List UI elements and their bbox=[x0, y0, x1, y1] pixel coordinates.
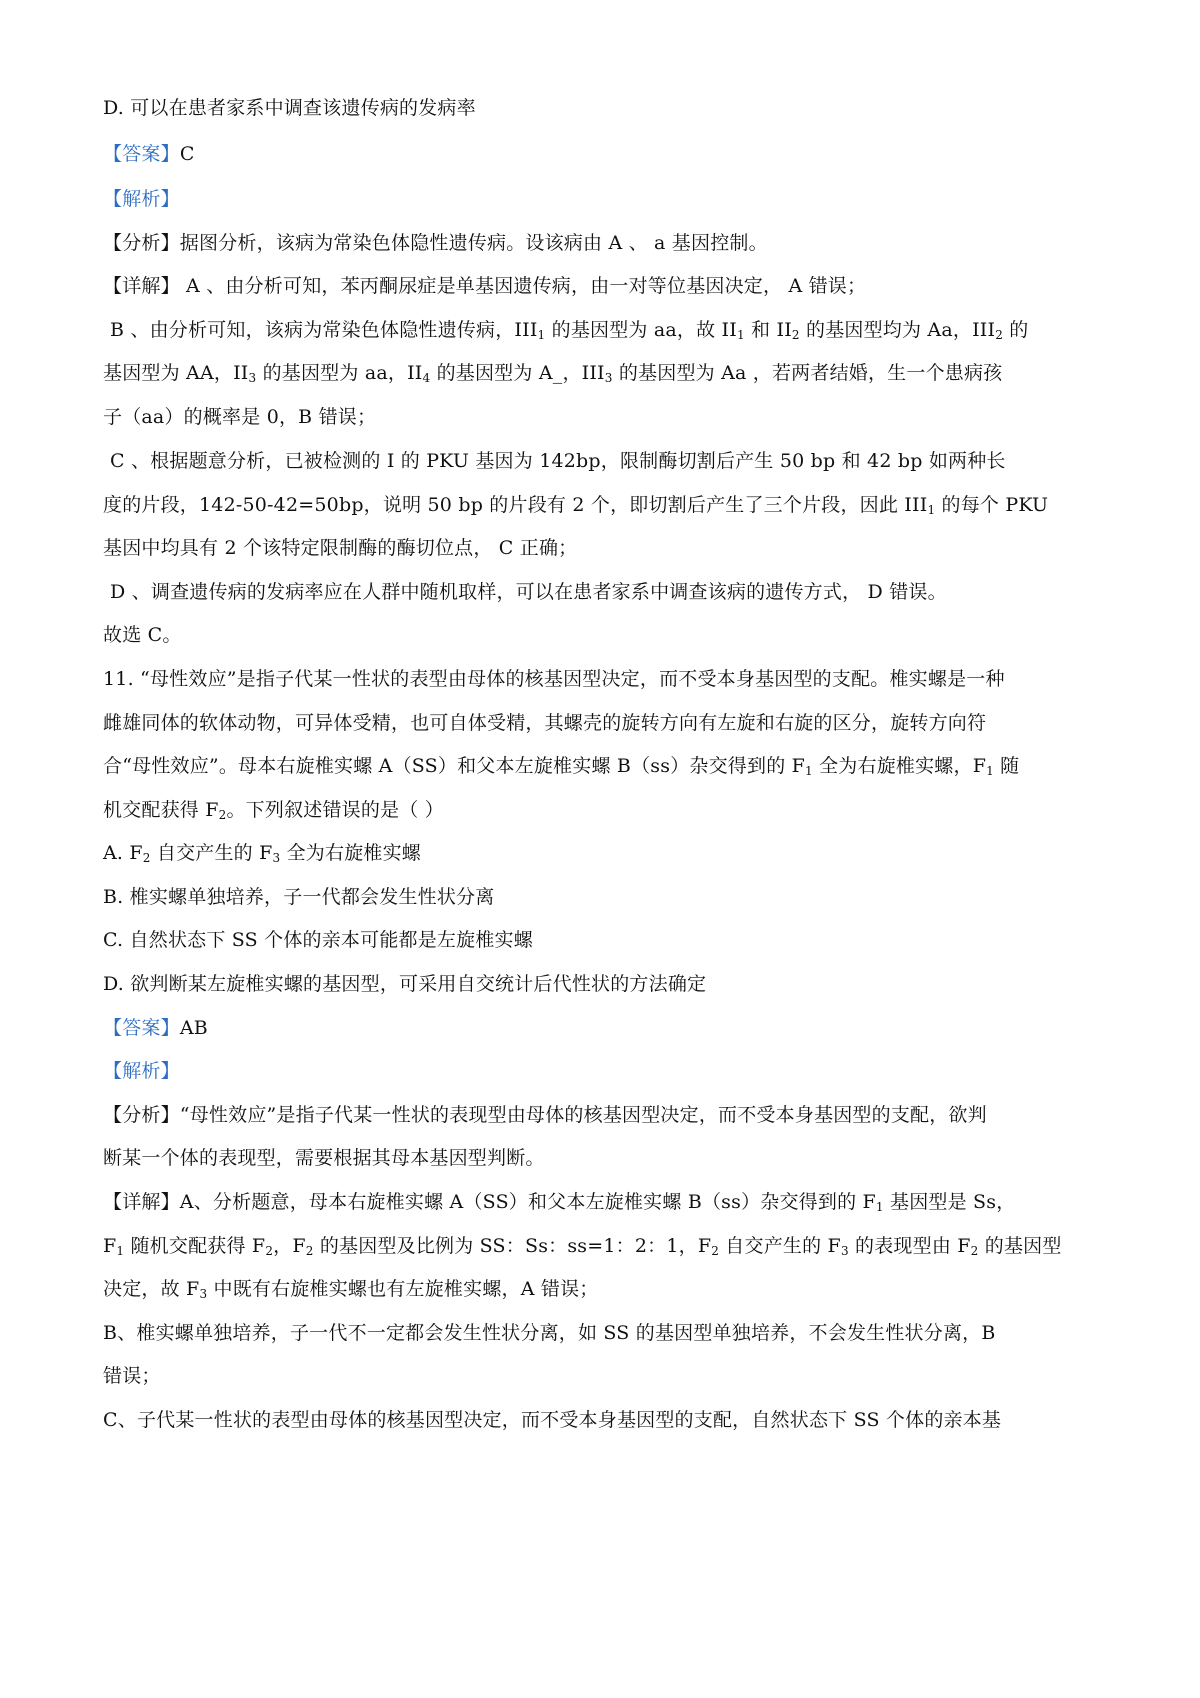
text-line bbox=[103, 186, 180, 212]
text-line bbox=[110, 579, 947, 605]
subscript: 2 bbox=[791, 328, 800, 342]
text-segment: 随 bbox=[993, 755, 1020, 777]
text-segment: 和 II bbox=[744, 319, 792, 341]
section-tag: 【解析】 bbox=[103, 1060, 180, 1082]
subscript: 2 bbox=[711, 1244, 720, 1258]
text-segment: 合“母性效应”。母本右旋椎实螺 A（SS）和父本左旋椎实螺 B（ss）杂交得到的 F bbox=[103, 755, 806, 777]
text-segment: 的基因型及比例为 SS：Ss：ss=1：2：1，F bbox=[313, 1235, 712, 1257]
subscript: 2 bbox=[265, 1244, 274, 1258]
subscript: 1 bbox=[116, 1244, 125, 1258]
text-segment: 子（aa）的概率是 0，B 错误； bbox=[103, 406, 377, 428]
text-line bbox=[103, 666, 1005, 692]
text-line bbox=[110, 448, 1006, 474]
text-line bbox=[103, 710, 986, 736]
text-segment: D. 欲判断某左旋椎实螺的基因型，可采用自交统计后代性状的方法确定 bbox=[103, 973, 707, 995]
text-segment: 的 bbox=[1003, 319, 1029, 341]
subscript: 3 bbox=[840, 1244, 849, 1258]
subscript: 3 bbox=[604, 371, 613, 385]
text-line bbox=[103, 492, 1048, 518]
subscript: 4 bbox=[422, 371, 431, 385]
text-line bbox=[103, 95, 476, 121]
subscript: 1 bbox=[736, 328, 745, 342]
text-segment: 的基因型均为 Aa，III bbox=[799, 319, 996, 341]
text-segment: C 、根据题意分析，已被检测的 I 的 PKU 基因为 142bp，限制酶切割后产生 50 bp 和 42 bp 如两种长 bbox=[110, 450, 1006, 472]
text-segment: 的基因型为 aa，故 II bbox=[545, 319, 737, 341]
text-segment: AB bbox=[179, 1017, 208, 1039]
subscript: 1 bbox=[537, 328, 546, 342]
text-line bbox=[103, 273, 866, 299]
text-line bbox=[103, 1407, 1001, 1433]
text-segment: 全为右旋椎实螺 bbox=[280, 842, 421, 864]
text-line bbox=[103, 141, 195, 167]
text-line bbox=[103, 404, 376, 430]
text-segment: 自交产生的 F bbox=[150, 842, 273, 864]
subscript: 2 bbox=[305, 1244, 314, 1258]
text-segment: 全为右旋椎实螺，F bbox=[812, 755, 987, 777]
text-line bbox=[103, 971, 706, 997]
subscript: 2 bbox=[995, 328, 1004, 342]
subscript: 3 bbox=[272, 851, 281, 865]
text-segment: B、椎实螺单独培养，子一代不一定都会发生性状分离，如 SS 的基因型单独培养，不会发生性状分离，B bbox=[103, 1322, 996, 1344]
subscript: 1 bbox=[927, 503, 936, 517]
subscript: 2 bbox=[970, 1244, 979, 1258]
section-tag: 【答案】 bbox=[103, 143, 180, 165]
text-segment: 【详解】 A 、由分析可知，苯丙酮尿症是单基因遗传病，由一对等位基因决定， A 错误； bbox=[103, 275, 867, 297]
text-segment: 的基因型为 aa，II bbox=[256, 362, 423, 384]
text-segment: 自交产生的 F bbox=[719, 1235, 841, 1257]
subscript: 1 bbox=[875, 1200, 884, 1214]
text-line bbox=[103, 1058, 180, 1084]
text-segment: 11. “母性效应”是指子代某一性状的表型由母体的核基因型决定，而不受本身基因型的支配。椎实螺是一种 bbox=[103, 668, 1005, 690]
text-segment: 的表现型由 F bbox=[848, 1235, 971, 1257]
text-segment: F bbox=[103, 1235, 117, 1257]
text-segment: 的基因型为 Aa ，若两者结婚，生一个患病孩 bbox=[612, 362, 1003, 384]
text-line bbox=[103, 797, 444, 823]
text-line bbox=[103, 1189, 1015, 1215]
text-line bbox=[103, 1015, 208, 1041]
text-line bbox=[103, 884, 494, 910]
text-segment: C bbox=[179, 143, 195, 165]
text-segment: 故选 C。 bbox=[103, 624, 182, 646]
text-segment: 错误； bbox=[103, 1365, 161, 1387]
text-line bbox=[103, 535, 577, 561]
text-line bbox=[103, 1233, 1062, 1259]
subscript: 2 bbox=[218, 808, 227, 822]
text-segment: D. 可以在患者家系中调查该遗传病的发病率 bbox=[103, 97, 476, 119]
section-tag: 【解析】 bbox=[103, 188, 180, 210]
text-segment: C. 自然状态下 SS 个体的亲本可能都是左旋椎实螺 bbox=[103, 929, 533, 951]
text-segment: 基因型是 Ss， bbox=[883, 1191, 1016, 1213]
text-segment: 断某一个体的表现型，需要根据其母本基因型判断。 bbox=[103, 1147, 545, 1169]
text-segment: 的基因型为 A_，III bbox=[430, 362, 605, 384]
text-segment: B. 椎实螺单独培养，子一代都会发生性状分离 bbox=[103, 886, 495, 908]
text-line bbox=[103, 1102, 987, 1128]
text-line bbox=[103, 1276, 598, 1302]
text-segment: 【分析】“母性效应”是指子代某一性状的表现型由母体的核基因型决定，而不受本身基因型的支配，欲判 bbox=[103, 1104, 987, 1126]
text-line bbox=[110, 317, 1029, 343]
text-segment: 中既有右旋椎实螺也有左旋椎实螺，A 错误； bbox=[207, 1278, 599, 1300]
text-line bbox=[103, 753, 1019, 779]
text-segment: 随机交配获得 F bbox=[124, 1235, 266, 1257]
text-segment: A. F bbox=[103, 842, 143, 864]
text-segment: B 、由分析可知，该病为常染色体隐性遗传病，III bbox=[110, 319, 538, 341]
text-segment: 机交配获得 F bbox=[103, 799, 219, 821]
subscript: 3 bbox=[248, 371, 257, 385]
text-line bbox=[103, 1320, 996, 1346]
text-segment: 雌雄同体的软体动物，可异体受精，也可自体受精，其螺壳的旋转方向有左旋和右旋的区分，旋转方向符 bbox=[103, 712, 987, 734]
subscript: 2 bbox=[142, 851, 151, 865]
text-segment: 基因型为 AA，II bbox=[103, 362, 249, 384]
text-segment: 基因中均具有 2 个该特定限制酶的酶切位点， C 正确； bbox=[103, 537, 578, 559]
subscript: 3 bbox=[199, 1287, 208, 1301]
text-segment: 。下列叙述错误的是（ ） bbox=[226, 799, 444, 821]
text-segment: 的每个 PKU bbox=[935, 494, 1049, 516]
text-segment: 【分析】据图分析，该病为常染色体隐性遗传病。设该病由 A 、 a 基因控制。 bbox=[103, 232, 768, 254]
text-segment: 度的片段，142-50-42=50bp，说明 50 bp 的片段有 2 个，即切割后产生了三个片段，因此 III bbox=[103, 494, 928, 516]
text-segment: C、子代某一性状的表型由母体的核基因型决定，而不受本身基因型的支配，自然状态下 SS 个体的亲本基 bbox=[103, 1409, 1002, 1431]
text-segment: 的基因型 bbox=[978, 1235, 1062, 1257]
subscript: 1 bbox=[986, 764, 994, 778]
text-line bbox=[103, 1363, 161, 1389]
text-line bbox=[103, 1145, 545, 1171]
text-segment: D 、调查遗传病的发病率应在人群中随机取样，可以在患者家系中调查该病的遗传方式， D 错误。 bbox=[110, 581, 947, 603]
text-line bbox=[103, 840, 421, 866]
text-segment: ，F bbox=[273, 1235, 306, 1257]
subscript: 1 bbox=[805, 764, 813, 778]
text-line bbox=[103, 622, 182, 648]
text-line bbox=[103, 927, 533, 953]
text-segment: 决定，故 F bbox=[103, 1278, 200, 1300]
text-line bbox=[103, 230, 768, 256]
text-line bbox=[103, 360, 1002, 386]
text-segment: 【详解】A、分析题意，母本右旋椎实螺 A（SS）和父本左旋椎实螺 B（ss）杂交得到的 F bbox=[103, 1191, 876, 1213]
section-tag: 【答案】 bbox=[103, 1017, 180, 1039]
